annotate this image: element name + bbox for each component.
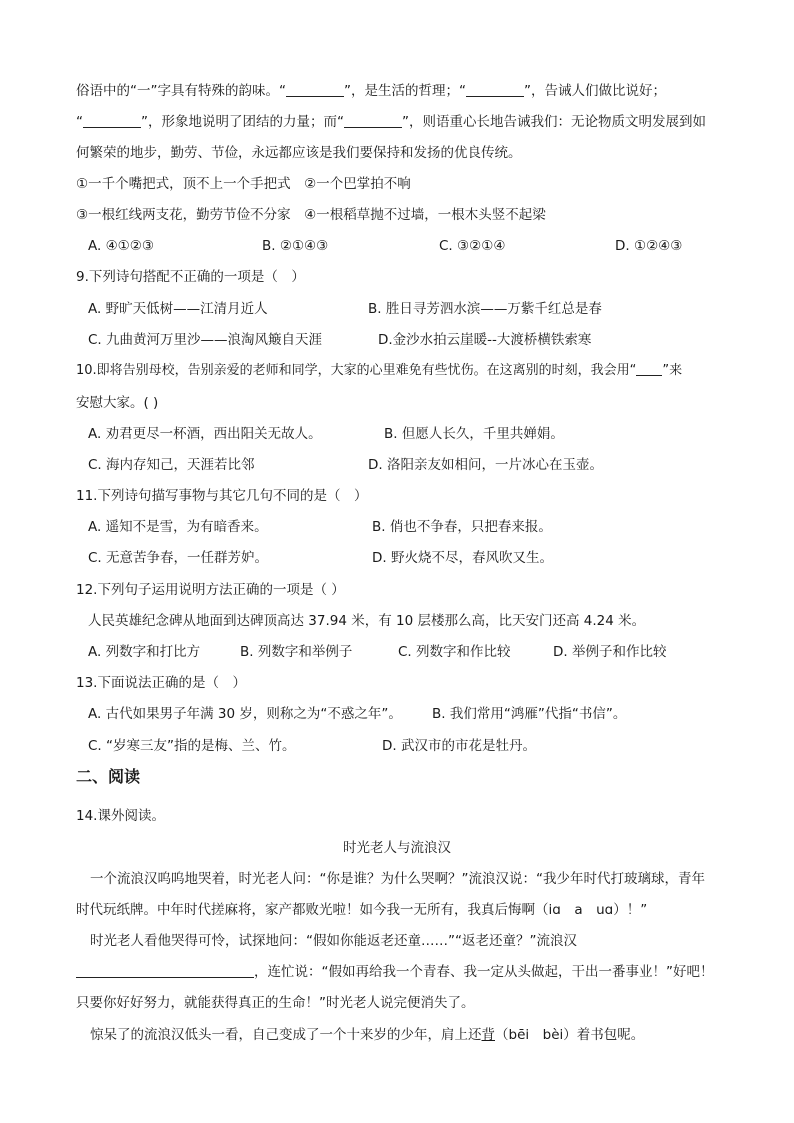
q12-choice-d[interactable]: D. 举例子和作比较 (553, 644, 667, 660)
proverb-options-1-2: ①一千个嘴把式，顶不上一个手把式 ②一个巴掌拍不响 (76, 176, 411, 192)
proverb-options-3-4: ③一根红线两支花，勤劳节俭不分家 ④一根稻草抛不过墙，一根木头竖不起梁 (76, 207, 546, 223)
q8-choice-b[interactable]: B. ②①④③ (262, 238, 329, 254)
intro-text: 俗语中的“一”字具有特殊的韵味。“ (76, 83, 286, 99)
q10-choice-b[interactable]: B. 但愿人长久，千里共婵娟。 (384, 426, 564, 442)
intro-text: ”，则语重心长地告诫我们：无论物质文明发展到如 (402, 114, 706, 130)
answer-blank-2[interactable] (466, 82, 524, 97)
q10-stem (76, 361, 682, 381)
q11-choice-c[interactable]: C. 无意苦争春，一任群芳妒。 (88, 550, 269, 566)
q8-choice-c[interactable]: C. ③②①④ (439, 238, 506, 254)
q11-stem: 11.下列诗句描写事物与其它几句不同的是（ ） (76, 488, 368, 504)
q10-choice-d[interactable]: D. 洛阳亲友如相问，一片冰心在玉壶。 (368, 457, 603, 473)
intro-text: ”，是生活的哲理；“ (343, 83, 466, 99)
section-heading-reading: 二、阅读 (76, 767, 141, 786)
q12-sentence: 人民英雄纪念碑从地面到达碑顶高达 37.94 米，有 10 层楼那么高，比天安门还高 4.24 米。 (88, 613, 646, 629)
q13-choice-b[interactable]: B. 我们常用“鸿雁”代指“书信”。 (432, 706, 627, 722)
intro-text: “ (76, 114, 83, 130)
passage-p2-cont: 只要你好好努力，就能获得真正的生命！”时光老人说完便消失了。 (76, 995, 475, 1011)
q9-choice-a[interactable]: A. 野旷天低树——江清月近人 (88, 301, 268, 317)
passage-p2-line2 (76, 962, 714, 982)
q10-choice-a[interactable]: A. 劝君更尽一杯酒，西出阳关无故人。 (88, 426, 322, 442)
intro-text: ”，告诫人们做比说好； (523, 83, 666, 99)
passage-p1-cont: 时代玩纸牌。中年时代搓麻将，家产都败光啦！如今我一无所有，我真后悔啊（iɑ a uɑ）！” (76, 902, 648, 918)
intro-line-2 (76, 112, 706, 132)
q10-stem-text: 10.即将告别母校，告别亲爱的老师和同学，大家的心里难免有些忧伤。在这离别的时刻，我会用“ (76, 363, 637, 378)
q12-choice-a[interactable]: A. 列数字和打比方 (88, 644, 201, 660)
q10-blank[interactable] (636, 361, 662, 376)
q9-choice-d[interactable]: D.金沙水拍云崖暖--大渡桥横铁索寒 (378, 332, 592, 348)
q13-stem: 13.下面说法正确的是（ ） (76, 675, 246, 691)
underlined-char: 背 (481, 1027, 495, 1043)
q9-choice-c[interactable]: C. 九曲黄河万里沙——浪淘风簸自天涯 (88, 332, 323, 348)
q13-choice-d[interactable]: D. 武汉市的市花是牡丹。 (382, 738, 536, 754)
passage-text: 惊呆了的流浪汉低头一看，自己变成了一个十来岁的少年，肩上还 (90, 1027, 482, 1043)
q10-stem-text: ”来 (662, 363, 683, 378)
q14-stem: 14.课外阅读。 (76, 808, 165, 824)
q9-stem: 9.下列诗句搭配不正确的一项是（ ） (76, 269, 305, 285)
intro-text: ”，形象地说明了团结的力量；而“ (141, 114, 344, 130)
passage-title: 时光老人与流浪汉 (343, 840, 451, 856)
intro-line-1 (76, 81, 666, 101)
passage-p3 (90, 1025, 644, 1045)
passage-p2: 时光老人看他哭得可怜，试探地问：“假如你能返老还童……”“返老还童？”流浪汉 (90, 933, 577, 949)
q11-choice-b[interactable]: B. 俏也不争春，只把春来报。 (372, 519, 552, 535)
passage-blank[interactable] (76, 963, 254, 978)
q12-choice-c[interactable]: C. 列数字和作比较 (398, 644, 511, 660)
answer-blank-4[interactable] (344, 113, 402, 128)
q13-choice-a[interactable]: A. 古代如果男子年满 30 岁，则称之为“不惑之年”。 (88, 706, 402, 722)
intro-line-3: 何繁荣的地步，勤劳、节俭，永远都应该是我们要保持和发扬的优良传统。 (76, 145, 522, 161)
answer-blank-1[interactable] (286, 82, 344, 97)
q10-stem-2: 安慰大家。( ) (76, 395, 159, 411)
q9-choice-b[interactable]: B. 胜日寻芳泗水滨——万紫千红总是春 (368, 301, 602, 317)
q8-choice-a[interactable]: A. ④①②③ (88, 238, 154, 254)
q12-stem: 12.下列句子运用说明方法正确的一项是（ ） (76, 582, 345, 598)
q8-choice-d[interactable]: D. ①②④③ (615, 238, 683, 254)
q11-choice-d[interactable]: D. 野火烧不尽，春风吹又生。 (372, 550, 553, 566)
passage-text: （bēi bèi）着书包呢。 (495, 1027, 645, 1043)
answer-blank-3[interactable] (83, 113, 141, 128)
passage-p1: 一个流浪汉呜呜地哭着，时光老人问：“你是谁？为什么哭啊？”流浪汉说：“我少年时代打玻璃球，青年 (90, 871, 705, 887)
q11-choice-a[interactable]: A. 遥知不是雪，为有暗香来。 (88, 519, 268, 535)
q10-choice-c[interactable]: C. 海内存知己，天涯若比邻 (88, 457, 255, 473)
q12-choice-b[interactable]: B. 列数字和举例子 (240, 644, 353, 660)
passage-text: ，连忙说：“假如再给我一个青春、我一定从头做起，干出一番事业！”好吧！ (254, 964, 714, 980)
q13-choice-c[interactable]: C. “岁寒三友”指的是梅、兰、竹。 (88, 738, 296, 754)
